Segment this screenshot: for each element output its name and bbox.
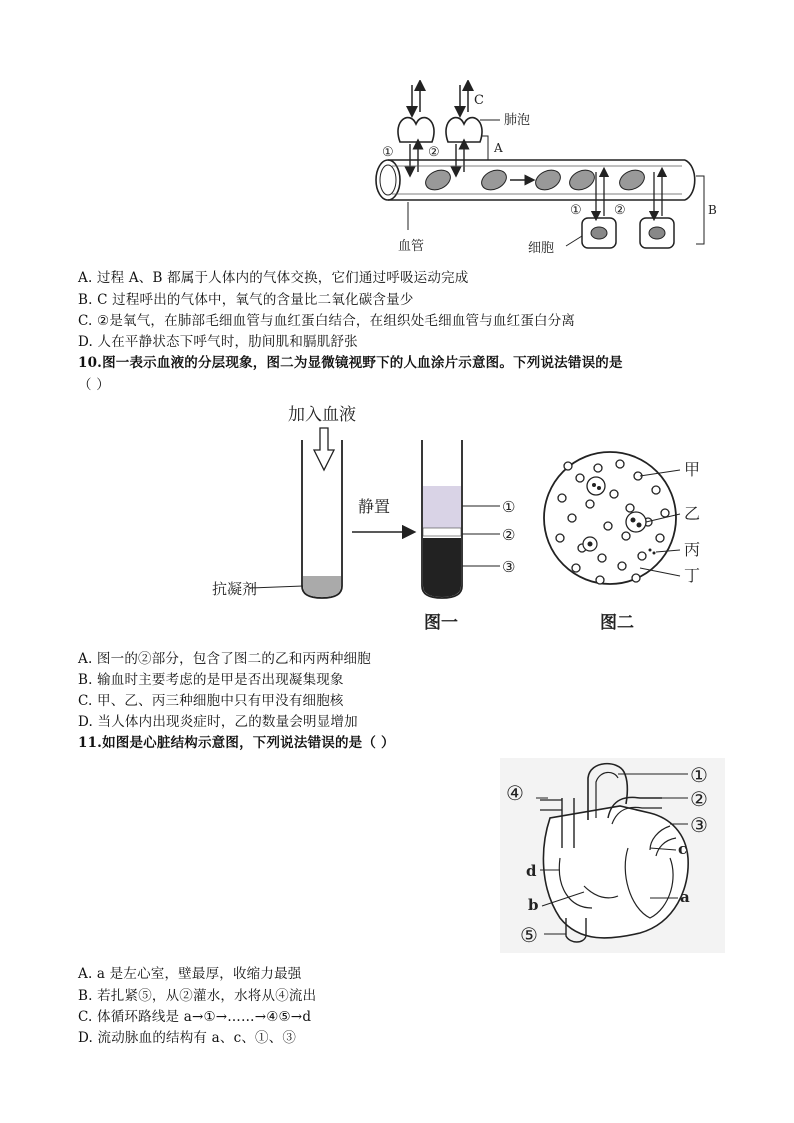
blood-layer-diagram bbox=[210, 398, 730, 638]
label-add-blood: 加入血液 bbox=[288, 405, 356, 425]
q11-option-b: B. 若扎紧⑤，从②灌水，水将从④流出 bbox=[78, 988, 317, 1004]
q10-option-b: B. 输血时主要考虑的是甲是否出现凝集现象 bbox=[78, 672, 344, 688]
label-b: B bbox=[708, 203, 717, 217]
label-bing: 丙 bbox=[684, 540, 701, 559]
label-alveolus: 肺泡 bbox=[504, 113, 531, 128]
label-anticoagulant: 抗凝剂 bbox=[212, 580, 258, 598]
label-d: d bbox=[526, 862, 537, 880]
q10-stem: 10.图一表示血液的分层现象，图二为显微镜视野下的人血涂片示意图。下列说法错误的是 bbox=[78, 355, 623, 371]
alveolus-left bbox=[398, 118, 434, 142]
q9-option-c: C. ②是氧气，在肺部毛细血管与血红蛋白结合，在组织处毛细血管与血红蛋白分离 bbox=[78, 313, 576, 329]
label-circle2-right: ② bbox=[614, 203, 626, 218]
q10-option-a: A. 图一的②部分，包含了图二的乙和丙两种细胞 bbox=[78, 651, 371, 667]
label-vessel: 血管 bbox=[398, 239, 425, 254]
q11-option-a: A. a 是左心室，壁最厚，收缩力最强 bbox=[78, 966, 302, 982]
label-yi: 乙 bbox=[684, 504, 701, 523]
alveolus-right bbox=[446, 118, 482, 142]
gas-exchange-diagram bbox=[370, 80, 730, 255]
label-layer2: ② bbox=[502, 526, 516, 544]
label-n1: ① bbox=[690, 763, 708, 787]
q11-stem: 11.如图是心脏结构示意图，下列说法错误的是（ ） bbox=[78, 735, 395, 751]
label-c: c bbox=[678, 840, 688, 858]
label-n3: ③ bbox=[690, 813, 708, 837]
label-b: b bbox=[528, 896, 539, 914]
q9-option-a: A. 过程 A、B 都属于人体内的气体交换，它们通过呼吸运动完成 bbox=[78, 270, 469, 286]
label-circle2-left: ② bbox=[428, 145, 440, 160]
heart-diagram bbox=[500, 758, 725, 953]
q10-stem-bracket: （ ） bbox=[78, 377, 110, 393]
label-n4: ④ bbox=[506, 781, 524, 805]
q10-option-d: D. 当人体内出现炎症时，乙的数量会明显增加 bbox=[78, 714, 358, 730]
label-stand: 静置 bbox=[358, 497, 391, 516]
label-jia: 甲 bbox=[684, 460, 701, 479]
label-layer1: ① bbox=[502, 498, 516, 516]
q10-option-c: C. 甲、乙、丙三种细胞中只有甲没有细胞核 bbox=[78, 693, 344, 709]
label-layer3: ③ bbox=[502, 558, 516, 576]
label-fig2-caption: 图二 bbox=[600, 613, 634, 633]
label-circle1-right: ① bbox=[570, 203, 582, 218]
label-ding: 丁 bbox=[684, 566, 701, 585]
down-arrow-icon bbox=[314, 428, 334, 470]
label-circle1-left: ① bbox=[382, 145, 394, 160]
label-a: A bbox=[494, 141, 503, 155]
microscope-field bbox=[544, 452, 676, 584]
q9-option-d: D. 人在平静状态下呼气时，肋间肌和膈肌舒张 bbox=[78, 334, 358, 350]
label-cell: 细胞 bbox=[528, 241, 555, 255]
label-a: a bbox=[680, 888, 690, 906]
q11-option-d: D. 流动脉血的结构有 a、c、①、③ bbox=[78, 1030, 297, 1046]
label-c: C bbox=[474, 93, 484, 108]
label-fig1-caption: 图一 bbox=[424, 613, 458, 633]
label-n5: ⑤ bbox=[520, 923, 538, 947]
label-n2: ② bbox=[690, 787, 708, 811]
q11-option-c: C. 体循环路线是 a→①→……→④⑤→d bbox=[78, 1009, 312, 1025]
q9-option-b: B. C 过程呼出的气体中，氧气的含量比二氧化碳含量少 bbox=[78, 292, 414, 308]
